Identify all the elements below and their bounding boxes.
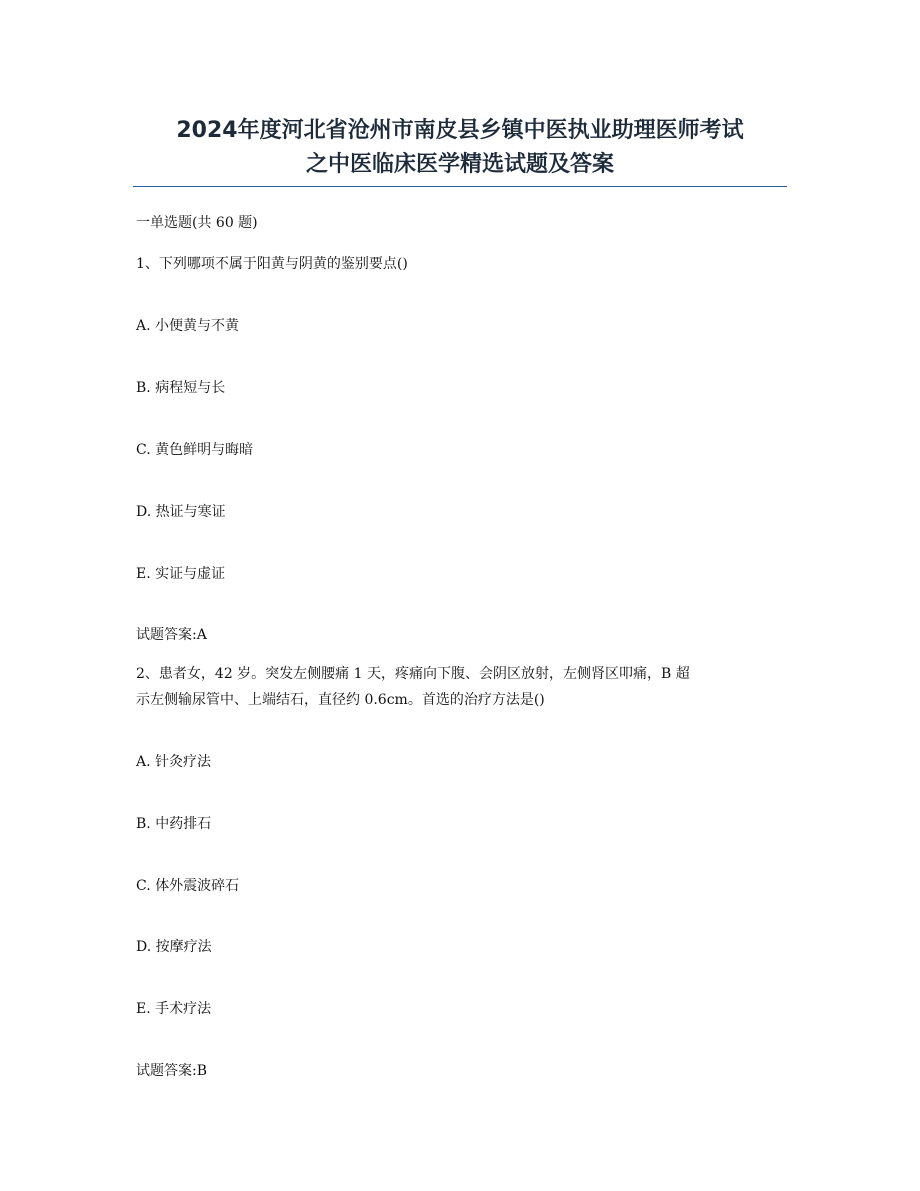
section-heading: 一单选题(共 60 题) [136,215,258,231]
question-1-option-d: D. 热证与寒证 [136,504,226,520]
question-2-option-b: B. 中药排石 [136,816,212,832]
question-1-option-e: E. 实证与虚证 [136,566,226,582]
question-2-option-d: D. 按摩疗法 [136,939,212,955]
question-1-option-b: B. 病程短与长 [136,380,226,396]
question-2-stem-line-1: 2、患者女，42 岁。突发左侧腰痛 1 天，疼痛向下腹、会阴区放射，左侧肾区叩痛，B 超 [136,666,690,682]
question-1-answer: 试题答案:A [136,627,207,643]
document-title-line-2: 之中医临床医学精选试题及答案 [305,152,614,177]
question-1-stem: 1、下列哪项不属于阳黄与阴黄的鉴别要点() [136,256,408,272]
question-1-option-c: C. 黄色鲜明与晦暗 [136,442,254,458]
title-divider [133,186,787,187]
question-2-option-e: E. 手术疗法 [136,1001,212,1017]
question-2-stem-line-2: 示左侧输尿管中、上端结石，直径约 0.6cm。首选的治疗方法是() [136,692,545,708]
document-title-line-1: 2024年度河北省沧州市南皮县乡镇中医执业助理医师考试 [176,118,744,143]
question-2-option-a: A. 针灸疗法 [136,754,212,770]
question-1-option-a: A. 小便黄与不黄 [136,318,240,334]
question-2-option-c: C. 体外震波碎石 [136,878,240,894]
question-2-answer: 试题答案:B [136,1063,208,1079]
